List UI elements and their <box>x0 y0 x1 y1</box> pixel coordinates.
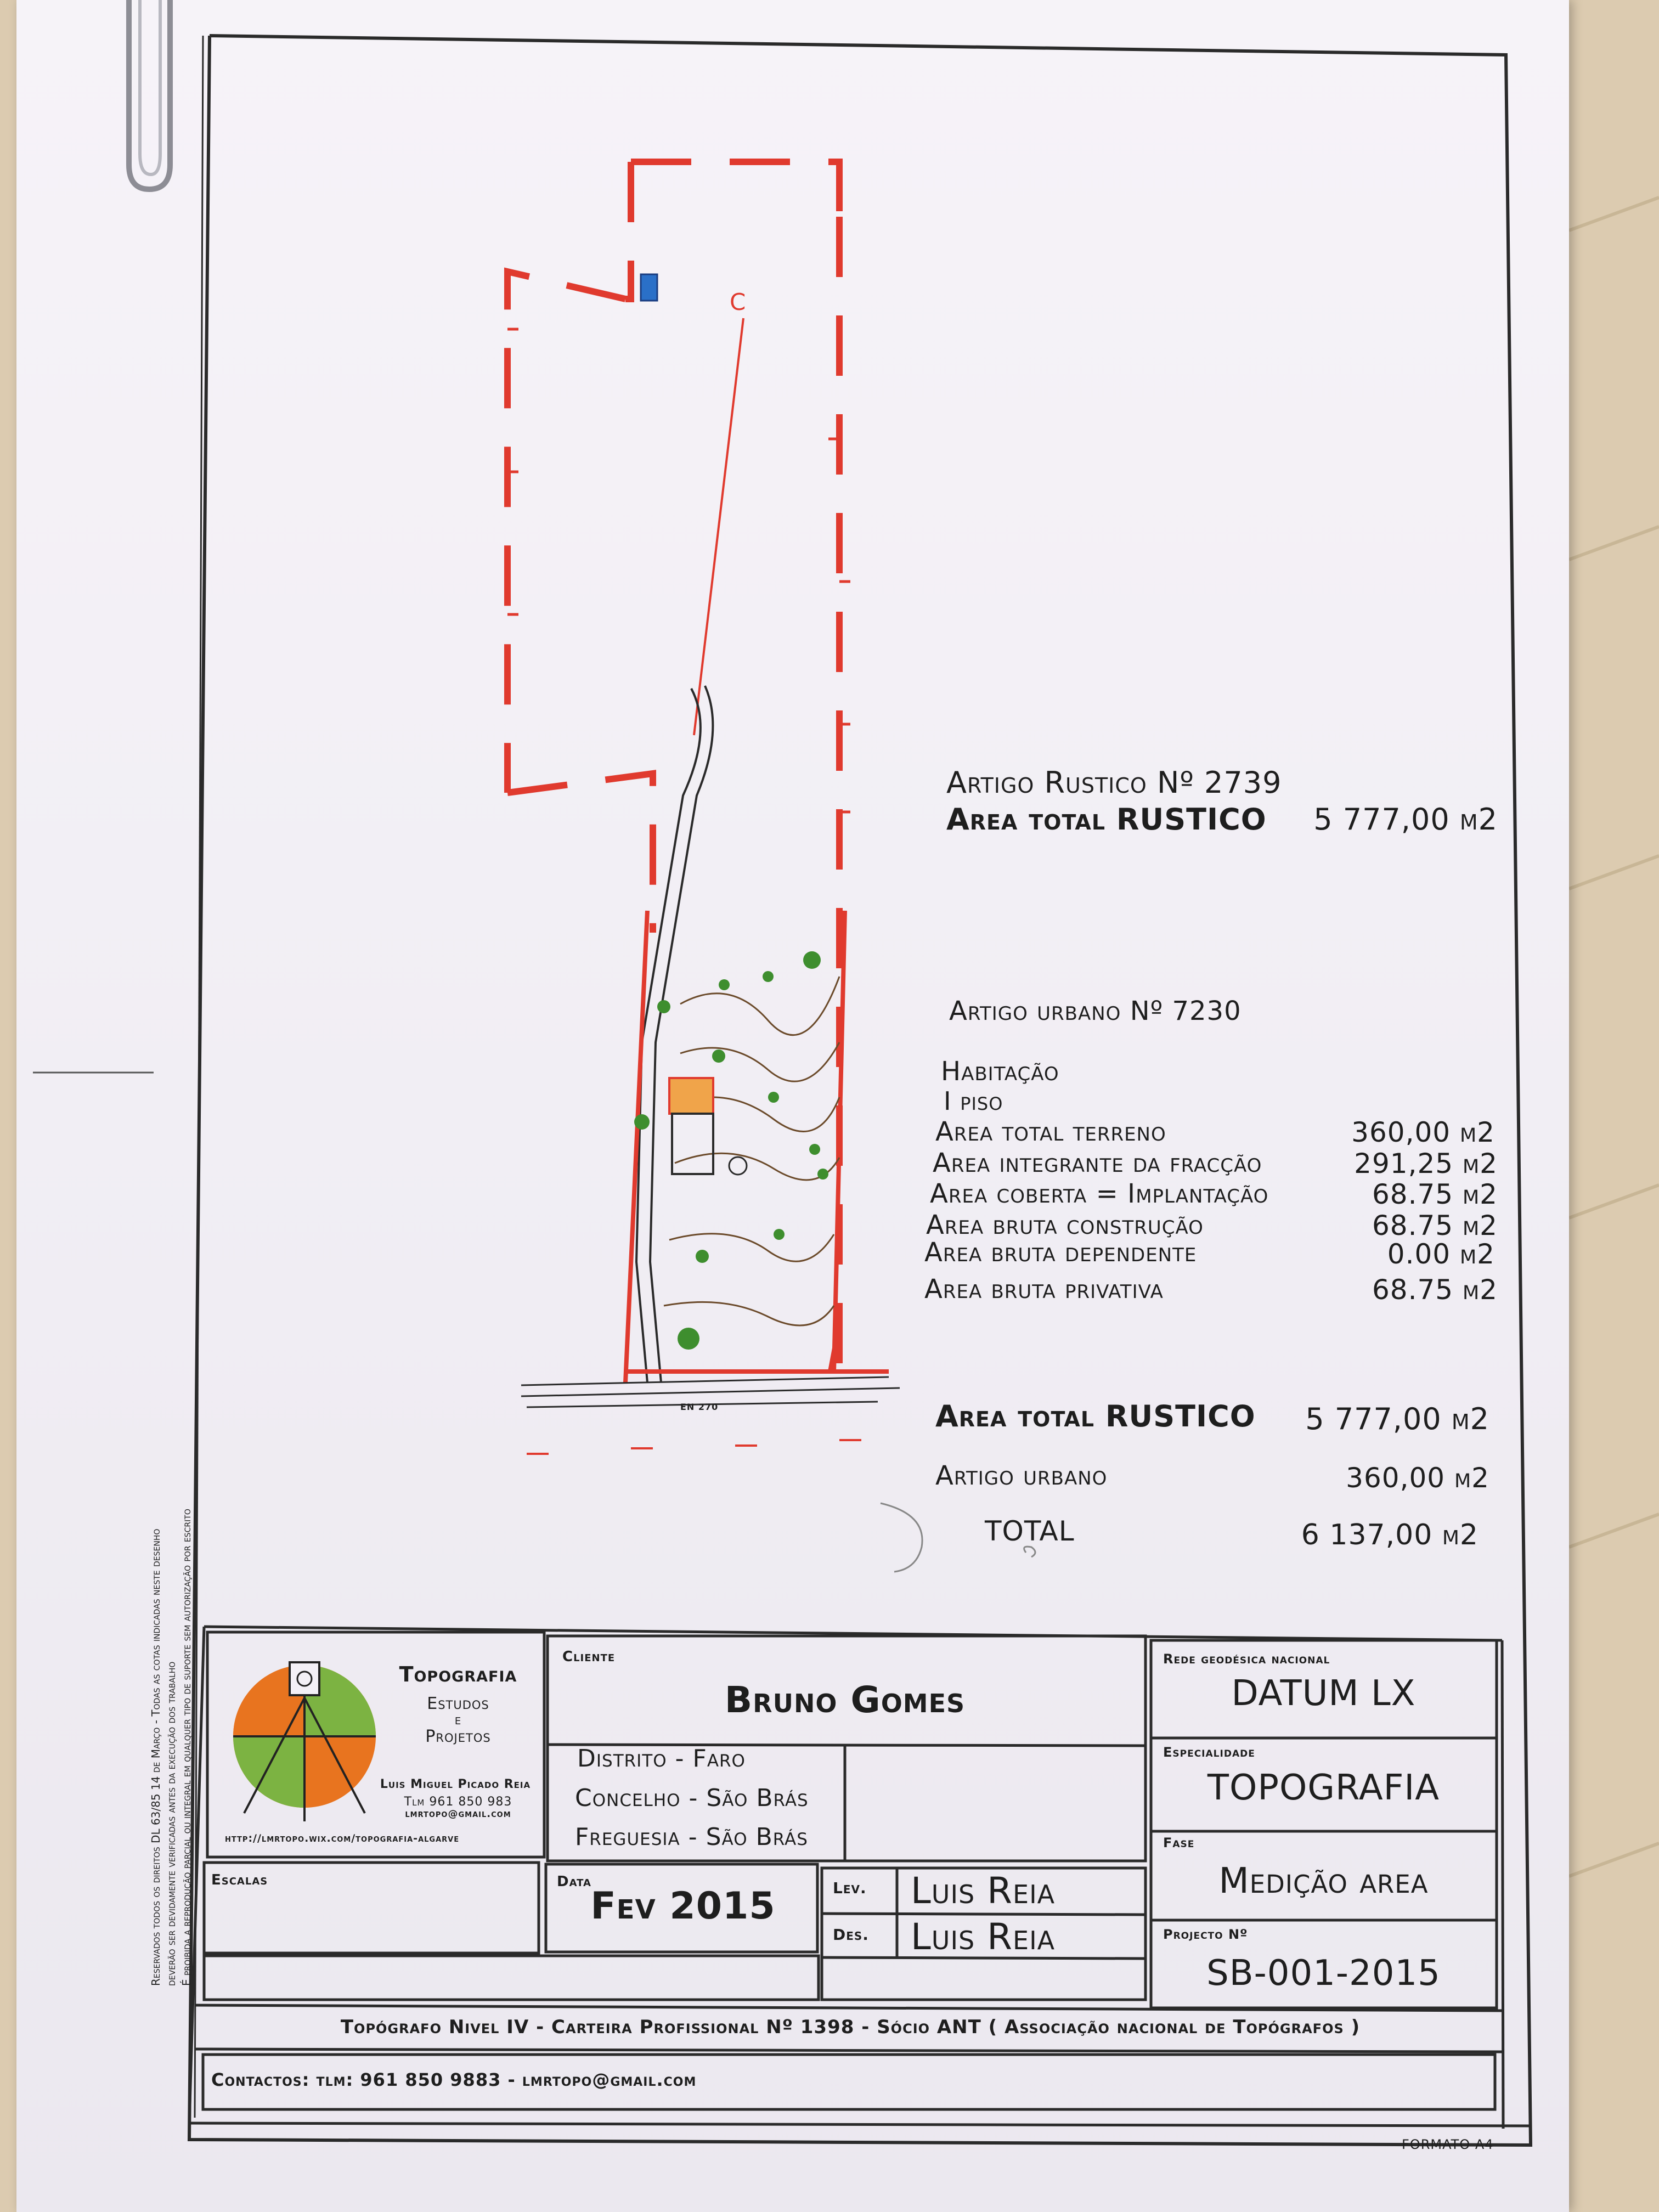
topografo-line: Topógrafo Nivel IV - Carteira Profissional Nº 1398 - Sócio ANT ( Associação nacional de Topógrafos ) <box>340 2016 1361 2038</box>
legal-notice <box>148 1404 194 1986</box>
total-urbano-label: Artigo urbano <box>935 1460 1108 1491</box>
svg-text:C: C <box>730 289 746 315</box>
des-value: Luis Reia <box>911 1916 1056 1958</box>
client-concelho: Concelho - São Brás <box>575 1784 809 1812</box>
lev-value: Luis Reia <box>911 1870 1056 1912</box>
total-urbano-value: 360,00 m2 <box>1346 1462 1489 1494</box>
formato-label: FORMATO A4 <box>1402 2137 1494 2152</box>
client-freguesia: Freguesia - São Brás <box>575 1823 808 1851</box>
fase-label: Fase <box>1163 1835 1195 1850</box>
logo-line4: Projetos <box>425 1727 491 1746</box>
legal-line: Reservados todos os direitos DL 63/85 14 de Março - Todas as cotas indicadas neste desenho <box>149 1528 162 1986</box>
artigo-urbano-heading: Artigo urbano Nº 7230 <box>949 996 1242 1026</box>
data-value: Fev 2015 <box>590 1884 776 1928</box>
area-total-rustico-label: Area total RUSTICO <box>946 802 1267 837</box>
area-total-rustico-value: 5 777,00 m2 <box>1313 802 1498 837</box>
rede-label: Rede geodésica nacional <box>1163 1651 1330 1667</box>
logo-line3: e <box>454 1712 462 1728</box>
logo-name: Luis Miguel Picado Reia <box>380 1778 531 1791</box>
area-row-label: Area coberta = Implantação <box>930 1178 1269 1209</box>
area-row-label: Area total terreno <box>935 1116 1166 1147</box>
area-row-label: Area integrante da fracção <box>933 1148 1262 1178</box>
grand-total-value: 6 137,00 m2 <box>1301 1519 1479 1551</box>
contactos-line: Contactos: tlm: 961 850 9883 - lmrtopo@gmail.com <box>211 2069 697 2090</box>
logo-phone: Tlm 961 850 983 <box>404 1795 512 1809</box>
grand-total-label: TOTAL <box>985 1515 1075 1547</box>
especialidade-label: Especialidade <box>1163 1745 1255 1760</box>
total-rustico-label: Area total RUSTICO <box>935 1399 1256 1434</box>
area-row-label: Area bruta construção <box>926 1210 1204 1240</box>
legal-line: deverão ser devidamente verificadas antes da execução dos trabalho <box>165 1661 178 1986</box>
area-row-value: 68.75 m2 <box>1372 1274 1498 1306</box>
escalas-label: Escalas <box>211 1872 268 1888</box>
piso-label: I piso <box>944 1086 1003 1116</box>
habitacao-label: Habitação <box>941 1056 1059 1087</box>
legal-line: É proibida a reprodução parcial ou integral em qualquer tipo de suporte sem autorização por escrito <box>180 1509 193 1986</box>
area-row-label: Area bruta privativa <box>924 1274 1164 1305</box>
projecto-value: SB-001-2015 <box>1206 1953 1441 1994</box>
logo-title: Topografia <box>399 1662 517 1686</box>
projecto-label: Projecto Nº <box>1163 1927 1248 1942</box>
client-name: Bruno Gomes <box>724 1679 966 1721</box>
logo-url[interactable]: http://lmrtopo.wix.com/topografia-algarve <box>225 1832 460 1844</box>
area-row-value: 360,00 m2 <box>1351 1116 1495 1148</box>
logo-email: lmrtopo@gmail.com <box>405 1808 511 1820</box>
fase-value: Medição area <box>1218 1861 1429 1901</box>
data-label: Data <box>557 1874 591 1890</box>
area-row-value: 291,25 m2 <box>1354 1148 1498 1180</box>
especialidade-value: TOPOGRAFIA <box>1207 1768 1440 1808</box>
client-label: Cliente <box>562 1649 616 1665</box>
client-distrito: Distrito - Faro <box>577 1745 746 1773</box>
area-row-label: Area bruta dependente <box>924 1237 1197 1268</box>
area-row-value: 68.75 m2 <box>1372 1178 1498 1210</box>
lev-label: Lev. <box>833 1879 867 1897</box>
area-row-value: 68.75 m2 <box>1372 1210 1498 1242</box>
road-label: EN 270 <box>680 1402 719 1412</box>
total-rustico-value: 5 777,00 m2 <box>1305 1402 1489 1436</box>
des-label: Des. <box>833 1926 869 1944</box>
area-row-value: 0.00 m2 <box>1387 1238 1495 1270</box>
rede-value: DATUM LX <box>1231 1673 1416 1714</box>
artigo-rustico-heading: Artigo Rustico Nº 2739 <box>946 765 1282 800</box>
logo-line2: Estudos <box>427 1694 489 1713</box>
